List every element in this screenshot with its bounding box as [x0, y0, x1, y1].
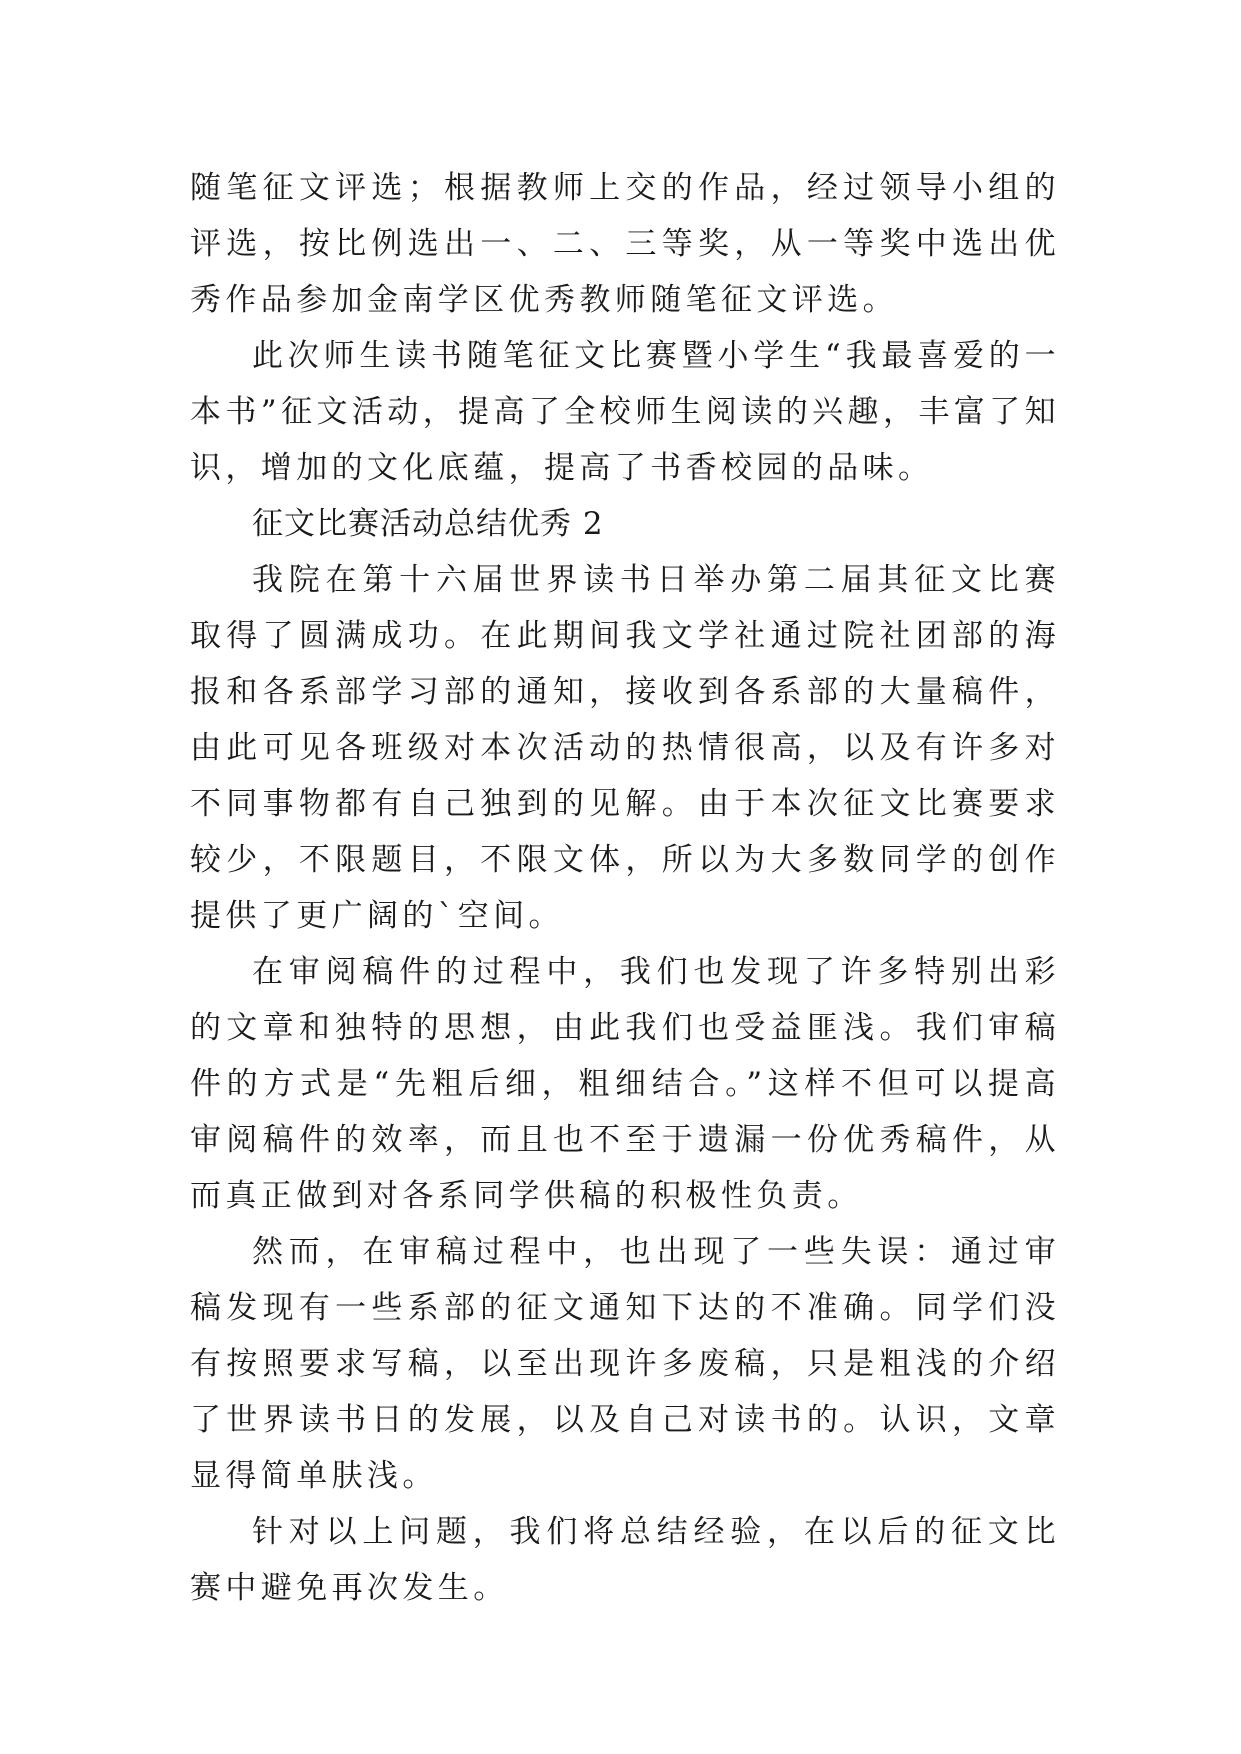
- paragraph-4: 我院在第十六届世界读书日举办第二届其征文比赛取得了圆满成功。在此期间我文学社通过院社团部的海报和各系部学习部的通知，接收到各系部的大量稿件，由此可见各班级对本次活动的热情很高，以及有许多对不同事物都有自己独到的见解。由于本次征文比赛要求较少，不限题目，不限文体，所以为大多数同学的创作提供了更广阔的`空间。: [190, 562, 1060, 934]
- document-body: [190, 160, 1060, 1616]
- paragraph-2: 此次师生读书随笔征文比赛暨小学生“我最喜爱的一本书”征文活动，提高了全校师生阅读的兴趣，丰富了知识，增加的文化底蕴，提高了书香校园的品味。: [190, 338, 1060, 486]
- paragraph-1: 随笔征文评选；根据教师上交的作品，经过领导小组的评选，按比例选出一、二、三等奖，从一等奖中选出优秀作品参加金南学区优秀教师随笔征文评选。: [190, 170, 1060, 318]
- paragraph-7: 针对以上问题，我们将总结经验，在以后的征文比赛中避免再次发生。: [190, 1514, 1060, 1606]
- section-title: 征文比赛活动总结优秀 2: [252, 506, 604, 542]
- paragraph-5: 在审阅稿件的过程中，我们也发现了许多特别出彩的文章和独特的思想，由此我们也受益匪浅。我们审稿件的方式是“先粗后细，粗细结合。”这样不但可以提高审阅稿件的效率，而且也不至于遗漏一份优秀稿件，从而真正做到对各系同学供稿的积极性负责。: [190, 954, 1060, 1214]
- paragraph-6: 然而，在审稿过程中，也出现了一些失误：通过审稿发现有一些系部的征文通知下达的不准确。同学们没有按照要求写稿，以至出现许多废稿，只是粗浅的介绍了世界读书日的发展，以及自己对读书的。认识，文章显得简单肤浅。: [190, 1234, 1060, 1494]
